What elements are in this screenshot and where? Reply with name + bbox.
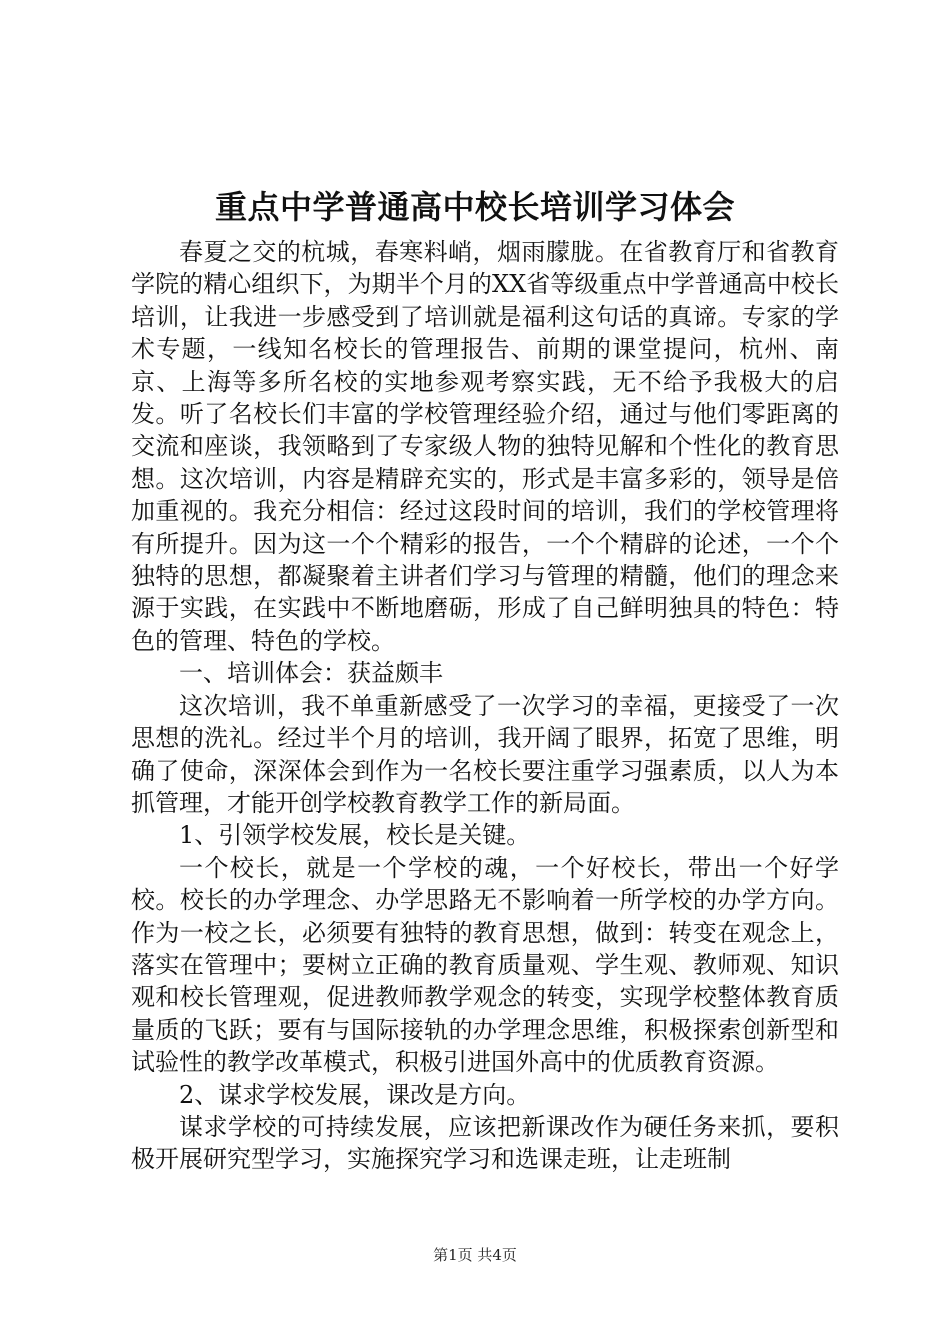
document-body xyxy=(131,236,839,1176)
section-heading-1: 一、培训体会：获益颇丰 xyxy=(179,659,443,688)
subheading-2: 2、谋求学校发展，课改是方向。 xyxy=(179,1080,531,1109)
page-number-footer: 第1页 共4页 xyxy=(433,1246,517,1264)
paragraph-intro: 春夏之交的杭城，春寒料峭，烟雨朦胧。在省教育厅和省教育学院的精心组织下，为期半个月的XX省等级重点中学普通高中校长培训，让我进一步感受到了培训就是福利这句话的真谛。专家的学术专题，一线知名校长的管理报告、前期的课堂提问，杭州、南京、上海等多所名校的实地参观考察实践，无不给予我极大的启发。听了名校长们丰富的学校管理经验介绍，通过与他们零距离的交流和座谈，我领略到了专家级人物的独特见解和个性化的教育思想。这次培训，内容是精辟充实的，形式是丰富多彩的，领导是倍加重视的。我充分相信：经过这段时间的培训，我们的学校管理将有所提升。因为这一个个精彩的报告，一个个精辟的论述，一个个独特的思想，都凝聚着主讲者们学习与管理的精髓，他们的理念来源于实践，在实践中不断地磨砺，形成了自己鲜明独具的特色：特色的管理、特色的学校。 xyxy=(131,238,839,655)
subheading-1: 1、引领学校发展，校长是关键。 xyxy=(179,821,531,850)
document-title: 重点中学普通高中校长培训学习体会 xyxy=(214,188,735,226)
paragraph-subsection-1: 一个校长，就是一个学校的魂，一个好校长，带出一个好学校。校长的办学理念、办学思路无不影响着一所学校的办学方向。作为一校之长，必须要有独特的教育思想，做到：转变在观念上，落实在管理中；要树立正确的教育质量观、学生观、教师观、知识观和校长管理观，促进教师教学观念的转变，实现学校整体教育质量质的飞跃；要有与国际接轨的办学理念思维，积极探索创新型和试验性的教学改革模式，积极引进国外高中的优质教育资源。 xyxy=(131,853,839,1077)
paragraph-section-1: 这次培训，我不单重新感受了一次学习的幸福，更接受了一次思想的洗礼。经过半个月的培训，我开阔了眼界，拓宽了思维，明确了使命，深深体会到作为一名校长要注重学习强素质，以人为本抓管理，才能开创学校教育教学工作的新局面。 xyxy=(131,691,839,817)
paragraph-subsection-2: 谋求学校的可持续发展，应该把新课改作为硬任务来抓，要积极开展研究型学习，实施探究学习和选课走班，让走班制 xyxy=(131,1112,839,1174)
